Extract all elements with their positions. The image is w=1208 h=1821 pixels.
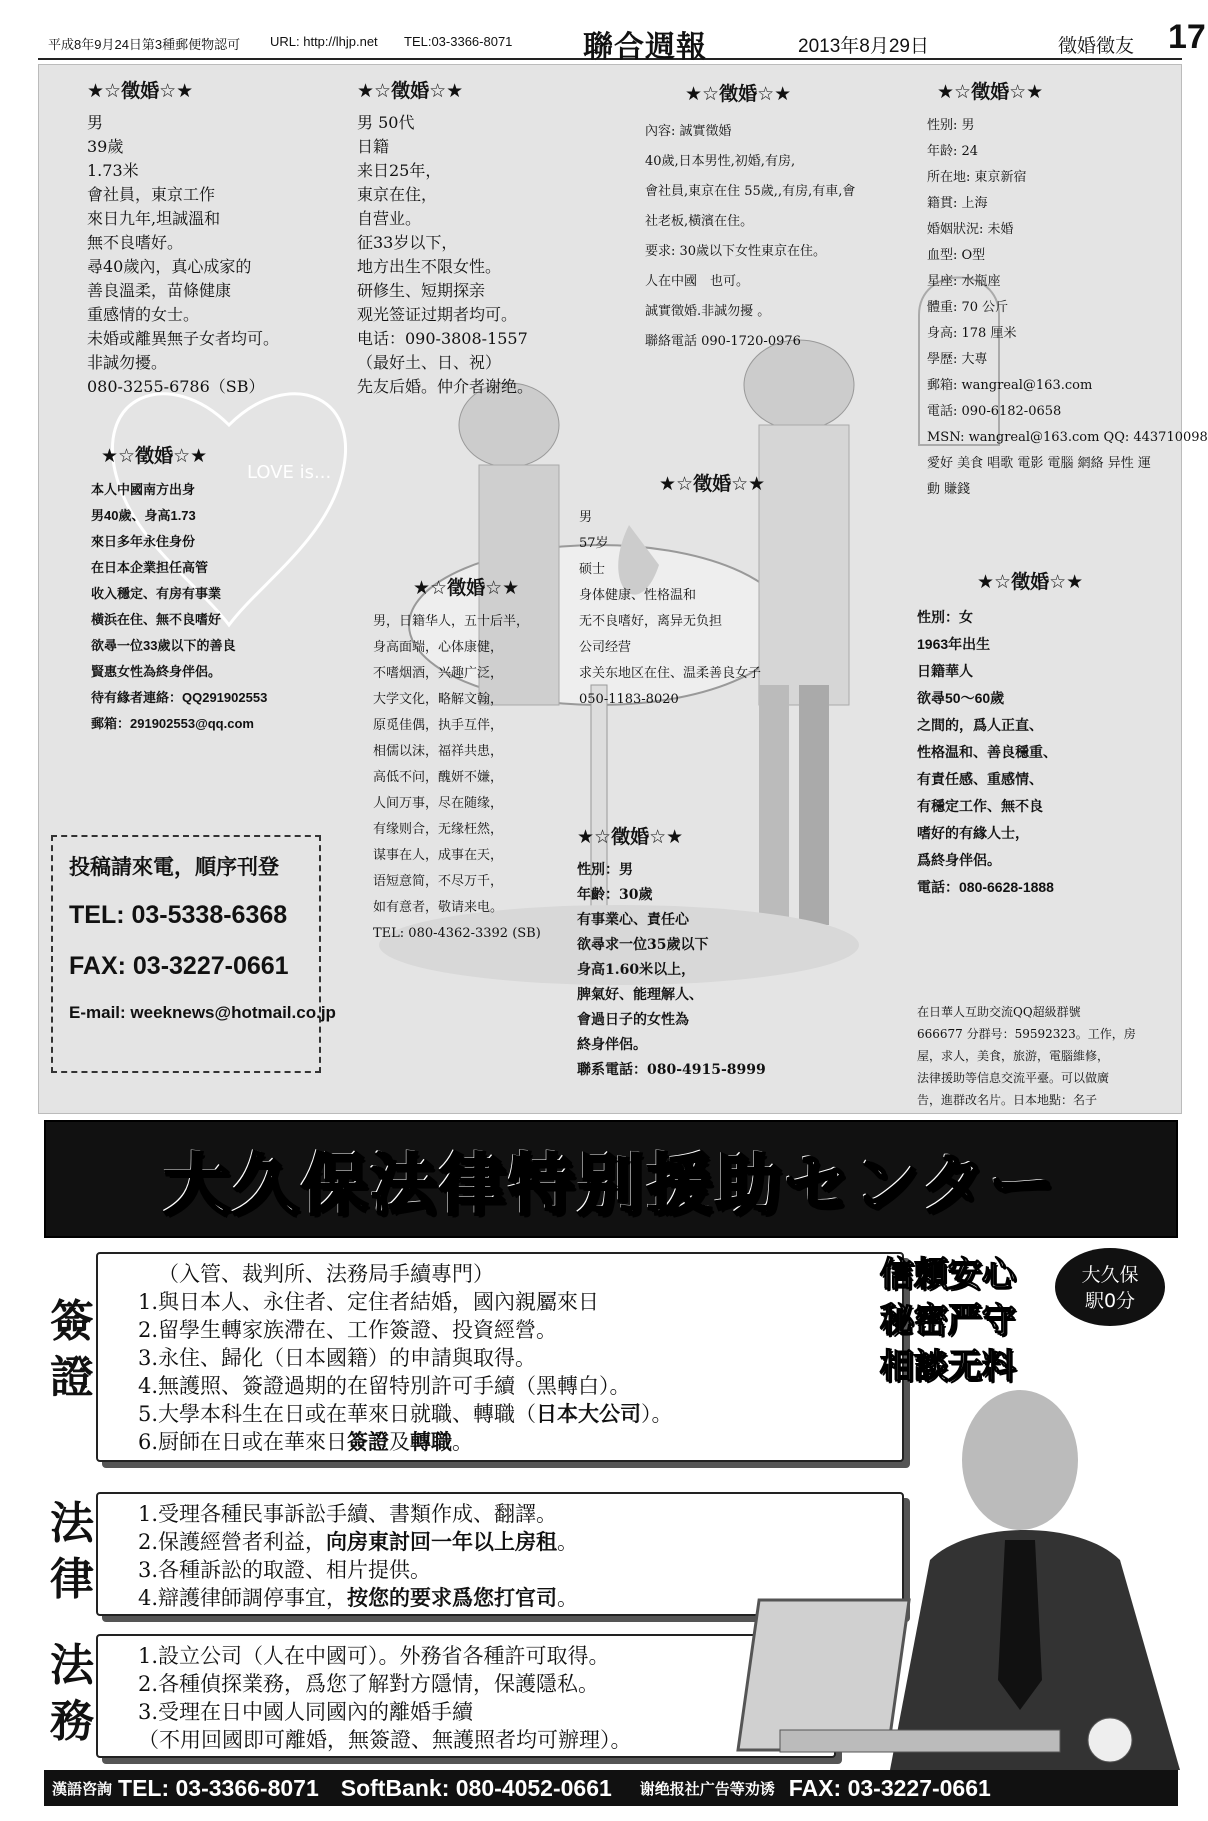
line-text: 6.厨師在日或在華來日 <box>138 1430 348 1454</box>
ad-line: 征33岁以下， <box>357 233 458 252</box>
affairs-line: 2.各種偵探業務，爲您了解對方隱情，保護隱私。 <box>138 1672 600 1696</box>
ad-line: 賢惠女性為終身伴侶。 <box>91 664 222 679</box>
ad-line: 血型: O型 <box>927 248 986 263</box>
visa-line: （入管、裁判所、法務局手續專門） <box>158 1262 494 1286</box>
ad-line: 未婚或離異無子女者均可。 <box>87 329 280 348</box>
ad-line: 體重: 70 公斤 <box>927 300 1009 315</box>
ad-line: 1.73米 <box>87 161 139 180</box>
ad-heading: ★☆徵婚☆★ <box>357 80 464 102</box>
station-distance: 駅0分 <box>1084 1290 1136 1312</box>
visa-label: 簽證 <box>50 1296 94 1403</box>
ad-line: 谋事在人，成事在天， <box>373 848 504 863</box>
affairs-line: 3.受理在日中國人同國內的離婚手續 <box>138 1700 474 1724</box>
submission-title: 投稿請來電，順序刊登 <box>69 856 279 879</box>
ad-line: 666677 分群号：59592323。工作，房 <box>917 1027 1136 1041</box>
personal-ad-1 <box>87 79 279 399</box>
ad-line: 爲終身伴侶。 <box>917 852 1001 868</box>
ad-line: 男40歲、身高1.73 <box>91 508 196 523</box>
line-text: 。 <box>452 1430 474 1454</box>
ad-line: 无不良嗜好，离异无负担 <box>579 614 723 629</box>
ad-line: 39歲 <box>87 137 124 156</box>
header-tel: TEL:03-3366-8071 <box>404 34 513 49</box>
ad-line: 郵箱: wangreal@163.com <box>927 378 1093 393</box>
affairs-label: 法務 <box>50 1640 94 1747</box>
ad-line: 橫浜在住、無不良嗜好 <box>91 612 222 627</box>
ad-line: 来日25年， <box>357 161 442 180</box>
footer-fax: FAX: 03-3227-0661 <box>788 1774 991 1801</box>
ad-line: 电话：090-3808-1557 <box>357 329 528 348</box>
ad-line: 男，日籍华人，五十后半， <box>373 614 530 629</box>
line-text: 。 <box>557 1586 579 1610</box>
ad-line: 屋，求人，美食，旅游，電腦維修， <box>917 1049 1110 1063</box>
ad-line: 求关东地区在住、温柔善良女子 <box>579 666 762 681</box>
ad-line: 內容: 誠實徵婚 <box>645 124 732 139</box>
ad-line: 观光签证过期者均可。 <box>357 305 518 324</box>
ad-line: 身高: 178 厘米 <box>927 326 1017 341</box>
ad-line: 40歲,日本男性,初婚,有房, <box>645 154 796 169</box>
visa-line: 4.無護照、簽證過期的在留特別許可手續（黑轉白）。 <box>138 1374 631 1398</box>
ad-line: 婚姻狀況: 未婚 <box>927 222 1014 237</box>
ad-line: 之間的，爲人正直、 <box>917 717 1043 733</box>
personal-ad-6 <box>373 575 541 947</box>
ad-line: 原觅佳偶，执手互伴， <box>373 718 504 733</box>
personal-ad-5 <box>91 443 267 737</box>
line-text: 。 <box>557 1530 579 1554</box>
ad-line: 嗜好的有緣人士， <box>917 825 1029 841</box>
ad-heading: ★☆徵婚☆★ <box>937 81 1044 103</box>
businessman-photo <box>780 1380 1180 1770</box>
line-text: 及 <box>389 1430 411 1454</box>
law-center-banner <box>44 1120 1178 1238</box>
ad-line: 來日多年永住身份 <box>91 534 196 549</box>
tagline: 相談无料 <box>880 1347 1016 1387</box>
ad-line: 性別：男 <box>577 862 633 878</box>
highlight-text: 按您的要求爲您打官司 <box>347 1586 558 1610</box>
ad-line: 欲尋求一位35歲以下 <box>577 937 709 953</box>
ad-line: 東京在住， <box>357 185 438 204</box>
ad-heading: ★☆徵婚☆★ <box>659 473 766 495</box>
classifieds-board <box>38 64 1208 1114</box>
ad-line: 研修生、短期探亲 <box>357 281 486 300</box>
ad-line: 聯絡電話 090-1720-0976 <box>645 334 801 349</box>
ad-line: 硕士 <box>579 562 606 577</box>
visa-line <box>138 1400 884 1428</box>
ad-line: 有責任感、重感情、 <box>917 771 1043 787</box>
ad-line: 年齡：30歲 <box>577 887 653 903</box>
page-number: 17 <box>1168 18 1206 56</box>
ad-line: 法律援助等信息交流平臺。可以做廣 <box>917 1071 1110 1085</box>
ad-line: 男 50代 <box>357 113 415 132</box>
personal-ad-9 <box>577 825 766 1083</box>
line-text: ）。 <box>641 1402 673 1426</box>
ad-line: 善良溫柔，苗條健康 <box>87 281 232 300</box>
visa-line <box>138 1428 884 1456</box>
submission-tel: TEL: 03-5338-6368 <box>69 901 288 929</box>
highlight-text: 轉職 <box>410 1430 453 1454</box>
visa-line: 3.永住、歸化（日本國籍）的申請與取得。 <box>138 1346 537 1370</box>
ad-line: 不嗜烟酒，兴趣广泛， <box>373 666 504 681</box>
ad-line: 日籍 <box>357 137 390 156</box>
law-line: 1.受理各種民事訴訟手續、書類作成、翻譯。 <box>138 1502 558 1526</box>
law-center-title: 大久保法律特别援助センター <box>163 1146 1059 1224</box>
ad-line: 欲尋50～60歲 <box>917 690 1005 706</box>
ad-line: （最好土、日、祝） <box>357 353 502 372</box>
ad-line: 身高1.60米以上， <box>577 962 696 978</box>
service-taglines <box>880 1252 1016 1390</box>
ad-line: 大学文化，略解文翰， <box>373 692 504 707</box>
ad-line: 性别: 男 <box>927 118 975 133</box>
ad-heading: ★☆徵婚☆★ <box>413 577 520 599</box>
ad-line: 身高面端，心体康健， <box>373 640 504 655</box>
ad-line: 自营业。 <box>357 209 422 228</box>
ad-line: 有缘则合，无缘枉然， <box>373 822 504 837</box>
ad-line: 非誠勿擾。 <box>87 353 168 372</box>
page-header <box>38 18 1206 64</box>
qq-group-notice <box>917 1001 1136 1111</box>
footer-softbank: SoftBank: 080-4052-0661 <box>340 1774 612 1801</box>
ad-line: 會過日子的女性為 <box>577 1012 689 1028</box>
affairs-line: （不用回國即可離婚，無簽證、無護照者均可辦理）。 <box>138 1728 632 1752</box>
ad-line: 終身伴侶。 <box>577 1037 647 1053</box>
law-line: 3.各種訴訟的取證、相片提供。 <box>138 1558 432 1582</box>
footer-bar <box>44 1770 1178 1806</box>
ad-line: 郵箱：291902553@qq.com <box>91 716 254 731</box>
ad-line: 會社員，東京工作 <box>87 185 216 204</box>
website-url: URL: http://lhjp.net <box>270 34 378 49</box>
ad-line: 電話：080-6628-1888 <box>917 879 1054 895</box>
ad-line: 無不良嗜好。 <box>87 233 184 252</box>
ad-line: 相儒以沫，福祥共患， <box>373 744 504 759</box>
section-name: 徵婚徵友 <box>1058 36 1135 57</box>
station-name: 大久保 <box>1081 1264 1139 1286</box>
ad-heading: ★☆徵婚☆★ <box>87 80 194 102</box>
ad-line: 誠實徵婚.非誠勿擾 。 <box>645 304 771 319</box>
law-label: 法律 <box>50 1498 94 1605</box>
highlight-text: 簽證 <box>347 1430 390 1454</box>
tagline: 秘密严守 <box>880 1301 1016 1341</box>
affairs-line: 1.設立公司（人在中國可）。外務省各種許可取得。 <box>138 1644 610 1668</box>
affairs-box <box>96 1634 836 1758</box>
ad-line: 有事業心、責任心 <box>577 912 689 928</box>
personal-ad-7 <box>579 471 765 713</box>
personal-ad-4 <box>927 79 1208 503</box>
visa-line: 2.留學生轉家族滯在、工作簽證、投資經營。 <box>138 1318 558 1342</box>
highlight-text: 向房東討回一年以上房租 <box>326 1530 558 1554</box>
footer-tel: TEL: 03-3366-8071 <box>118 1774 319 1801</box>
postal-permit: 平成8年9月24日第3種郵便物認可 <box>48 37 241 52</box>
ad-line: 050-1183-8020 <box>579 692 679 707</box>
ad-line: 脾氣好、能理解人、 <box>577 987 703 1003</box>
ad-heading: ★☆徵婚☆★ <box>101 445 208 467</box>
visa-line: 1.與日本人、永住者、定住者結婚，國內親屬來日 <box>138 1290 600 1314</box>
ad-line: 會社員,東京在住 55歲,,有房,有車,會 <box>645 184 856 199</box>
ad-heading: ★☆徵婚☆★ <box>577 826 684 848</box>
ad-line: 日籍華人 <box>917 663 973 679</box>
ad-line: 電話: 090-6182-0658 <box>927 404 1062 419</box>
ad-line: 學歷: 大專 <box>927 352 988 367</box>
highlight-text: 日本大公司 <box>536 1402 642 1426</box>
ad-line: 性格温和、善良穩重、 <box>917 744 1057 760</box>
ad-line: 聯系電話：080-4915-8999 <box>577 1062 766 1078</box>
ad-line: 告，進群改名片。日本地點：名子 <box>917 1093 1098 1107</box>
newspaper-name: 聯合週報 <box>583 31 707 64</box>
ad-line: 欲尋一位33歲以下的善良 <box>91 638 236 653</box>
ad-line: 本人中國南方出身 <box>91 482 196 497</box>
ad-line: 性別：女 <box>917 609 973 625</box>
ad-line: 待有緣者連絡：QQ291902553 <box>91 690 268 705</box>
line-text: 2.保護經營者利益， <box>138 1530 327 1554</box>
ad-line: 公司经营 <box>579 640 632 655</box>
ad-line: 年龄: 24 <box>927 144 979 159</box>
station-badge <box>1055 1248 1165 1326</box>
ad-line: 有穩定工作、無不良 <box>917 798 1043 814</box>
ad-line: 在日本企業担任高管 <box>91 560 209 575</box>
ad-line: 尋40歲內，真心成家的 <box>87 257 252 276</box>
consult-label: 漢語咨詢 <box>52 1780 113 1798</box>
ad-line: 如有意者，敬请来电。 <box>373 900 504 915</box>
ad-line: 所在地: 東京新宿 <box>927 170 1027 185</box>
ad-line: 地方出生不限女性。 <box>357 257 502 276</box>
ad-line: 在日華人互助交流QQ超級群號 <box>917 1005 1081 1019</box>
ad-line: 愛好 美食 唱歌 電影 電腦 網絡 异性 運 <box>927 456 1151 471</box>
ad-line: 语短意简，不尽万千， <box>373 874 504 889</box>
personal-ad-3 <box>645 79 855 357</box>
submission-email: E-mail: weeknews@hotmail.co.jp <box>69 1003 336 1022</box>
ad-heading: ★☆徵婚☆★ <box>977 571 1084 593</box>
tagline: 信頼安心 <box>880 1255 1016 1295</box>
ad-line: MSN: wangreal@163.com QQ: 443710098 <box>927 430 1208 445</box>
ad-line: 社老板,橫濱在住。 <box>645 214 754 229</box>
ad-line: 男 <box>579 510 593 525</box>
ad-line: 人在中國 也可。 <box>645 274 750 289</box>
svg-text:LOVE is...: LOVE is... <box>247 462 332 483</box>
ad-line: 080-3255-6786（SB） <box>87 377 265 396</box>
ad-line: 高低不问，醜妍不嫌， <box>373 770 504 785</box>
ad-line: 人间万事，尽在随缘， <box>373 796 504 811</box>
ad-line: 男 <box>87 113 104 132</box>
submission-fax: FAX: 03-3227-0661 <box>69 952 289 980</box>
line-text: 4.辯護律師調停事宜， <box>138 1586 348 1610</box>
law-line <box>138 1528 884 1556</box>
ad-line: 先友后婚。仲介者谢绝。 <box>357 377 534 396</box>
footer-notice: 谢绝报社广告等劝诱 <box>639 1780 775 1798</box>
ad-line: 來日九年,坦誠溫和 <box>87 209 221 228</box>
personal-ad-2 <box>357 79 533 399</box>
ad-line: 身体健康、性格温和 <box>579 588 697 603</box>
ad-line: 重感情的女士。 <box>87 305 200 324</box>
ad-line: 收入穩定、有房有事業 <box>91 586 222 601</box>
ad-line: 57岁 <box>579 536 609 551</box>
submission-contact-box <box>51 835 336 1073</box>
personal-ad-8 <box>917 569 1083 901</box>
ad-line: 籍貫: 上海 <box>927 196 988 211</box>
ad-heading: ★☆徵婚☆★ <box>685 83 792 105</box>
ad-line: TEL: 080-4362-3392 (SB) <box>373 926 541 941</box>
line-text: 5.大學本科生在日或在華來日就職、轉職（ <box>138 1402 537 1426</box>
ad-line: 星座: 水瓶座 <box>927 274 1001 289</box>
ad-line: 動 賺錢 <box>927 482 971 497</box>
issue-date: 2013年8月29日 <box>798 36 929 57</box>
ad-line: 要求: 30歲以下女性東京在住。 <box>645 244 827 259</box>
ad-line: 1963年出生 <box>917 636 991 652</box>
